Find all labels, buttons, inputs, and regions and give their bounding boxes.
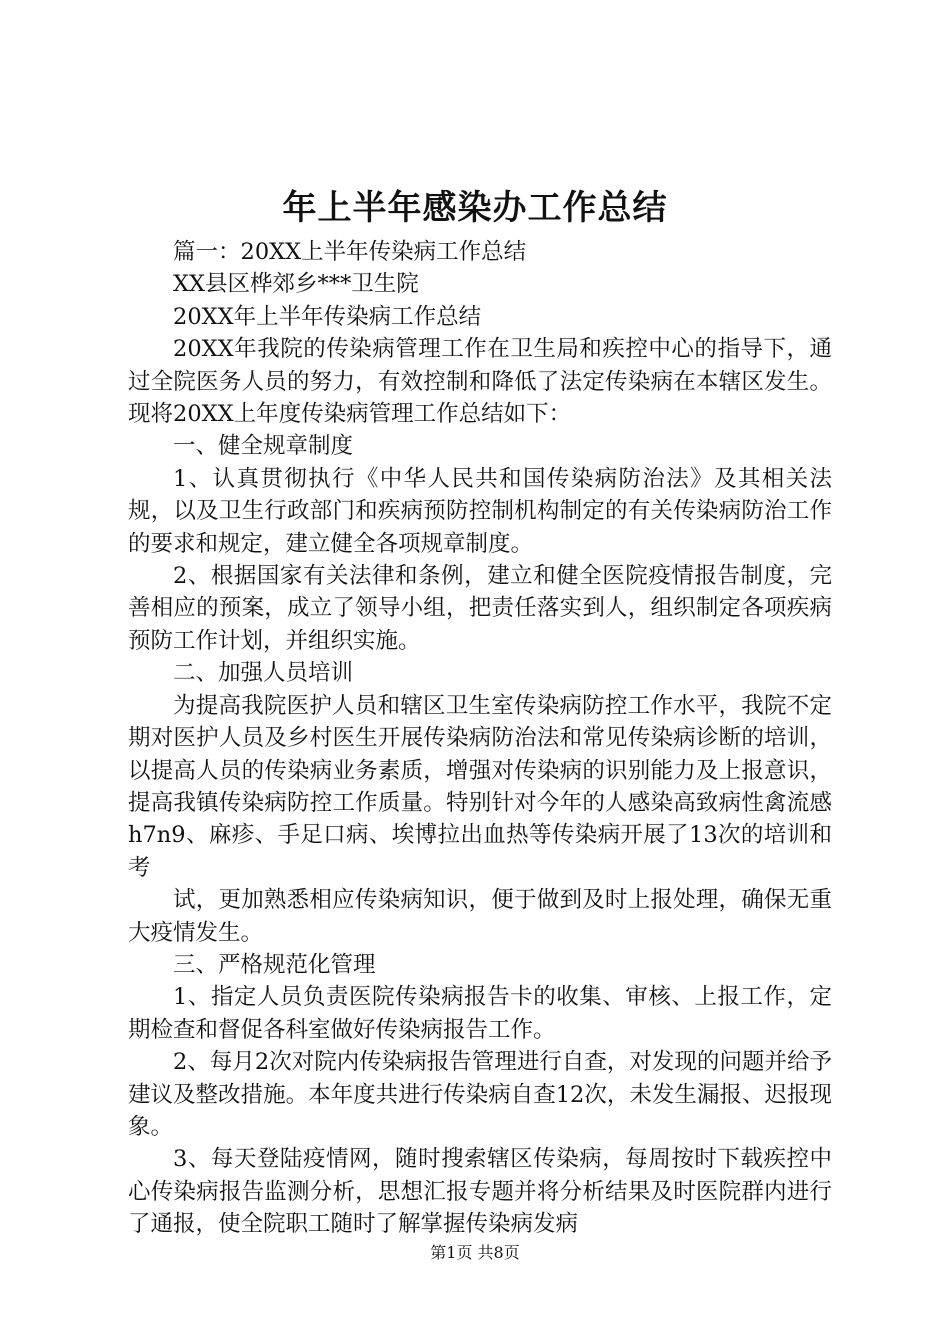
paragraph: 3、每天登陆疫情网，随时搜索辖区传染病，每周按时下载疾控中心传染病报告监测分析，思想汇报专题并将分析结果及时医院群内进行了通报，使全院职工随时了解掌握传染病发病 (128, 1146, 832, 1238)
paragraph: 试，更加熟悉相应传染病知识，便于做到及时上报处理，确保无重大疫情发生。 (128, 887, 832, 946)
section-heading: 三、严格规范化管理 (173, 951, 376, 978)
document-body (128, 236, 832, 1241)
paragraph: 为提高我院医护人员和辖区卫生室传染病防控工作水平，我院不定期对医护人员及乡村医生开展传染病防治法和常见传染病诊断的培训，以提高人员的传染病业务素质，增强对传染病的识别能力及上报意识，提高我镇传染病防控工作质量。特别针对今年的人感染高致病性禽流感h7n9、麻疹、手足口病、埃博拉出血热等传染病开展了13次的培训和考 (128, 692, 832, 881)
section-heading: 二、加强人员培训 (173, 660, 354, 687)
paragraph: 1、认真贯彻执行《中华人民共和国传染病防治法》及其相关法规，以及卫生行政部门和疾病预防控制机构制定的有关传染病防治工作的要求和规定，建立健全各项规章制度。 (128, 465, 832, 557)
paragraph: 2、每月2次对院内传染病报告管理进行自查，对发现的问题并给予建议及整改措施。本年度共进行传染病自查12次，未发生漏报、迟报现象。 (128, 1049, 832, 1140)
page-number-footer: 第1页 共8页 (430, 1243, 520, 1262)
paragraph: 20XX年我院的传染病管理工作在卫生局和疾控中心的指导下，通过全院医务人员的努力，有效控制和降低了法定传染病在本辖区发生。现将20XX上年度传染病管理工作总结如下： (128, 336, 832, 428)
section-heading: 一、健全规章制度 (173, 433, 354, 460)
paragraph: 1、指定人员负责医院传染病报告卡的收集、审核、上报工作，定期检查和督促各科室做好传染病报告工作。 (128, 984, 832, 1043)
paragraph: XX县区桦郊乡***卫生院 (173, 271, 419, 298)
paragraph: 20XX年上半年传染病工作总结 (173, 303, 482, 330)
paragraph: 篇一：20XX上半年传染病工作总结 (173, 239, 527, 265)
document-title: 年上半年感染办工作总结 (282, 188, 668, 228)
paragraph: 2、根据国家有关法律和条例，建立和健全医院疫情报告制度，完善相应的预案，成立了领导小组，把责任落实到人，组织制定各项疾病预防工作计划，并组织实施。 (128, 563, 832, 654)
